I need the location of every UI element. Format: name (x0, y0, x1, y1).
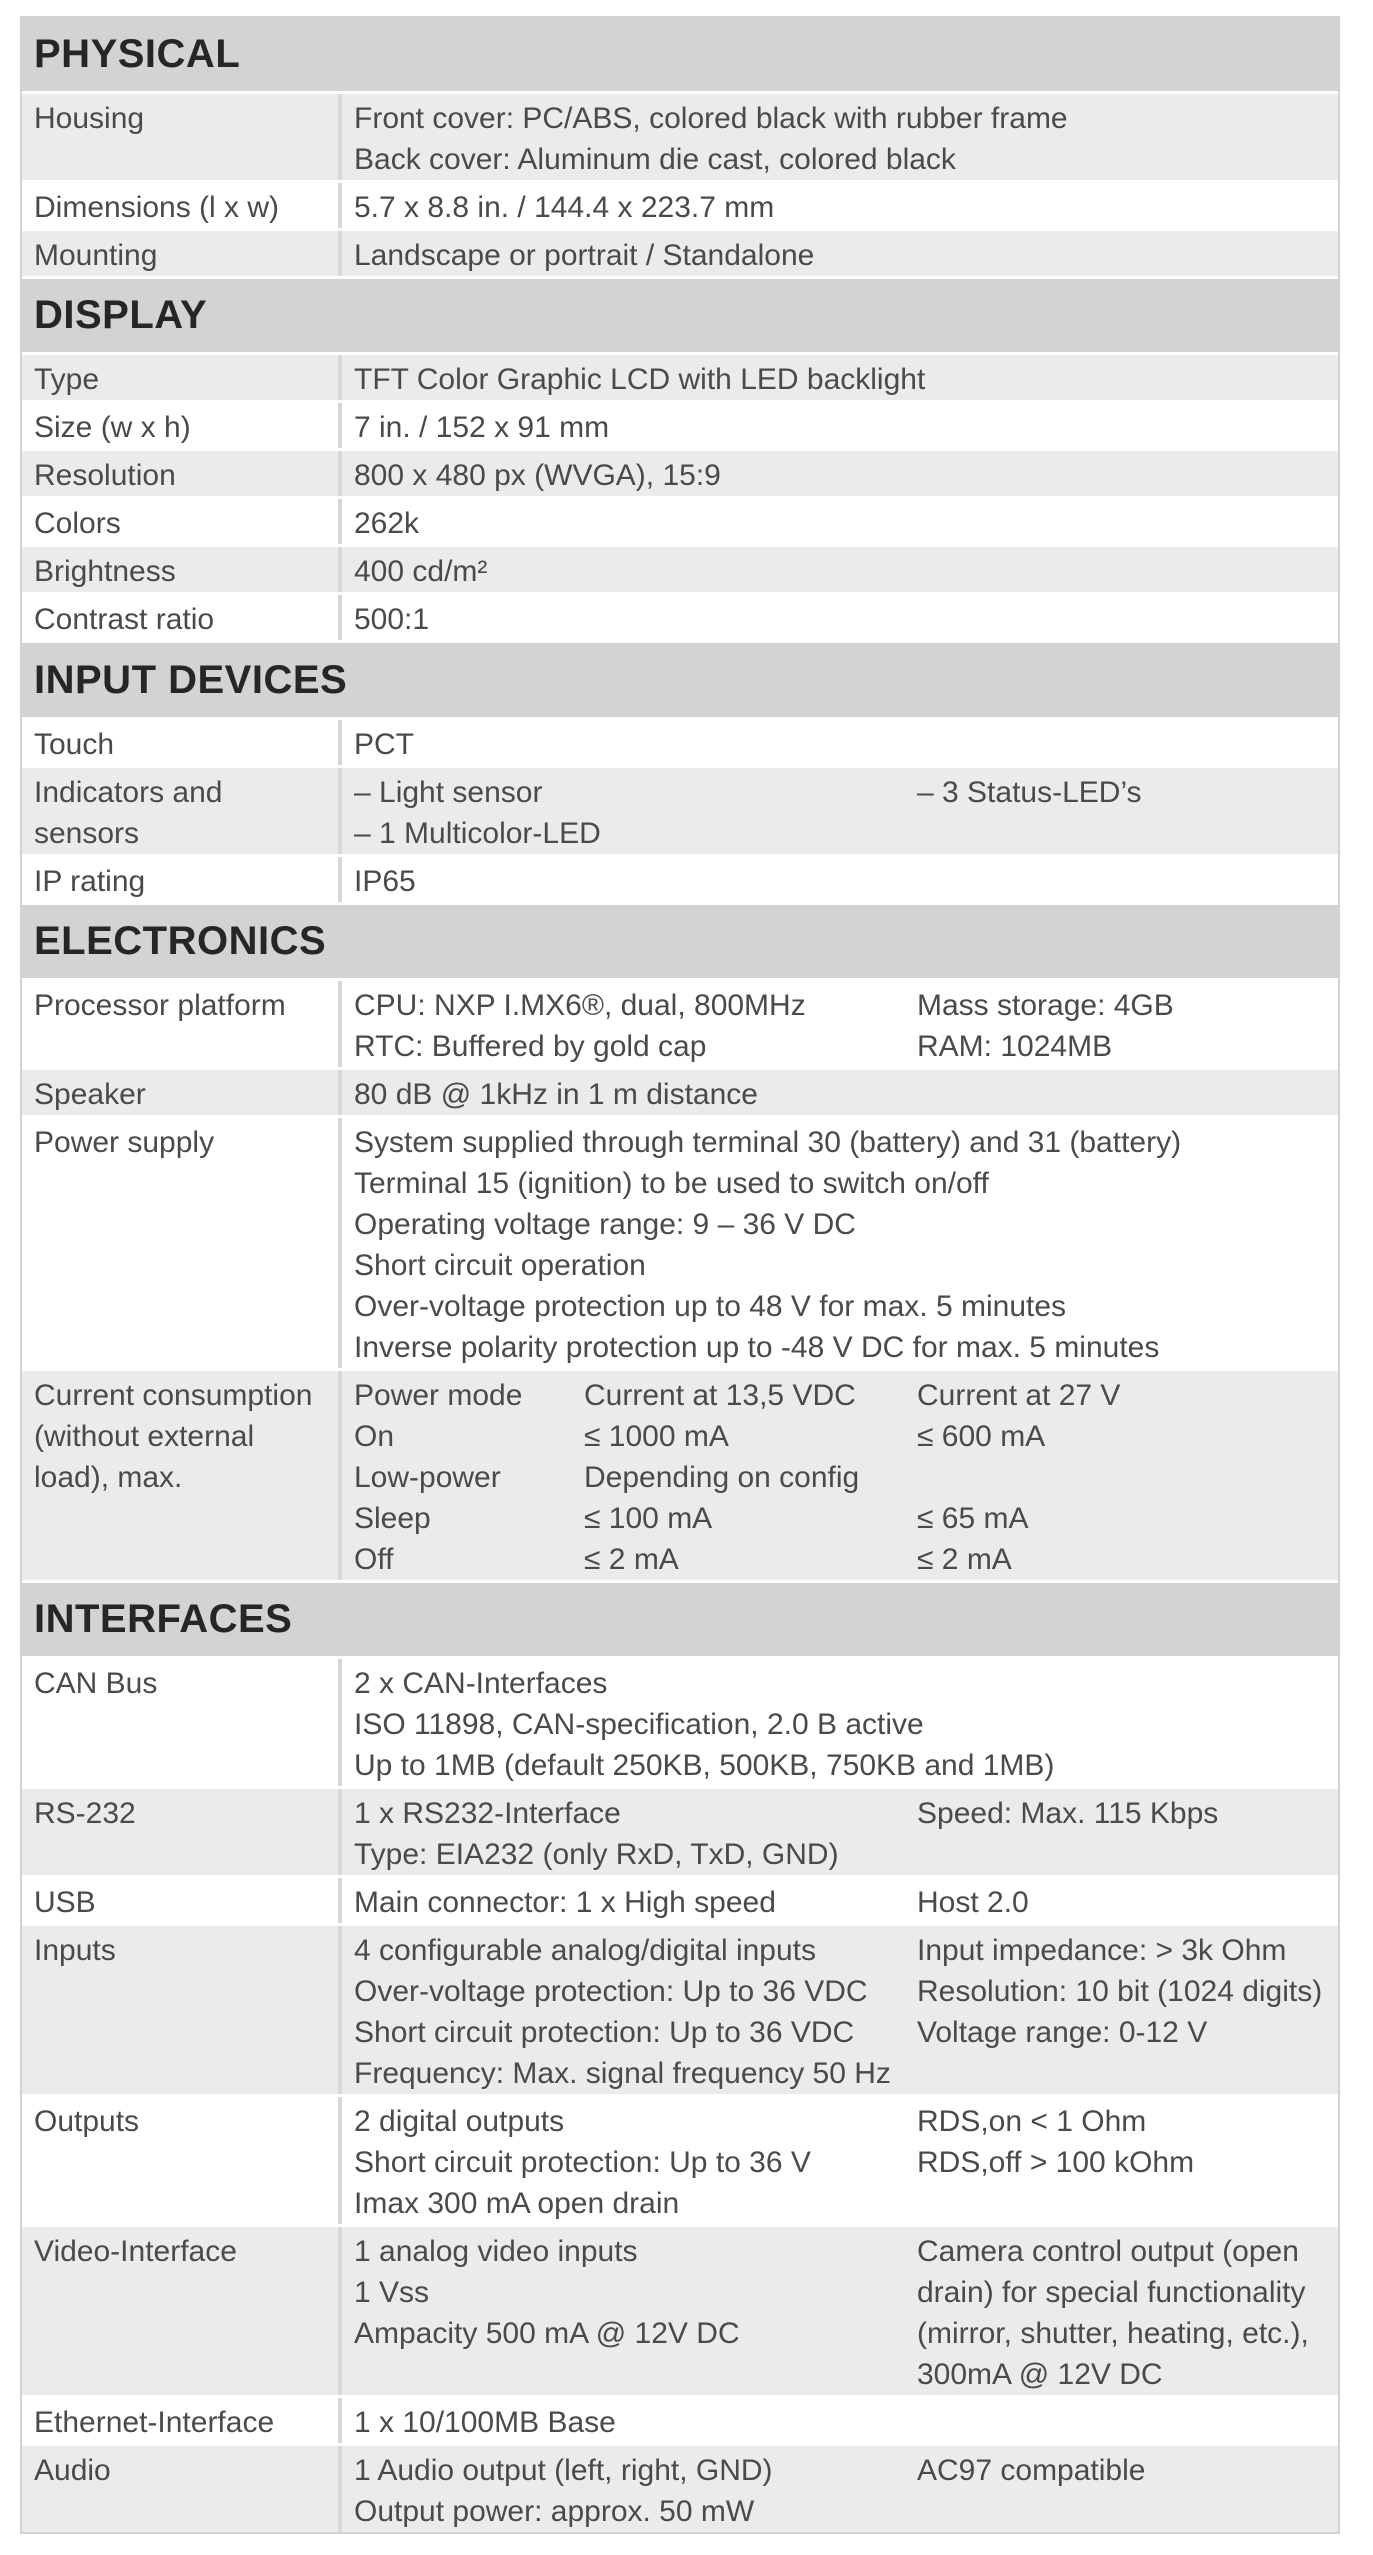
row-label: Mounting (22, 231, 342, 276)
section-header-display: DISPLAY (22, 279, 1338, 355)
row-value: Main connector: 1 x High speed Host 2.0 (354, 1886, 1029, 1920)
spec-row-ethernet (22, 2398, 1338, 2446)
spec-row-current-consumption (22, 1371, 1338, 1583)
row-value: CPU: NXP I.MX6®, dual, 800MHz RTC: Buffered by gold cap Mass storage: 4GB RAM: 1024MB (354, 988, 1174, 1063)
row-label: Touch (22, 720, 342, 765)
row-label: Size (w x h) (22, 403, 342, 448)
row-value: 1 Audio output (left, right, GND) Output power: approx. 50 mW AC97 compatible (354, 2454, 1146, 2529)
row-label: Indicators and sensors (22, 768, 342, 854)
row-label: RS-232 (22, 1789, 342, 1875)
row-label: Inputs (22, 1926, 342, 2094)
spec-row-brightness (22, 547, 1338, 595)
row-label: Type (22, 355, 342, 400)
row-value: 500:1 (354, 603, 430, 637)
row-value: 800 x 480 px (WVGA), 15:9 (354, 459, 721, 493)
spec-row-resolution (22, 451, 1338, 499)
section-header-electronics: ELECTRONICS (22, 905, 1338, 981)
row-value: 2 x CAN-Interfaces ISO 11898, CAN-specification, 2.0 B active Up to 1MB (default 250KB, 500KB, 750KB and 1MB) (354, 1667, 1055, 1783)
row-value: IP65 (354, 864, 416, 898)
row-label: Current consumption (without external load), max. (22, 1371, 342, 1580)
spec-row-ip-rating (22, 857, 1338, 905)
row-label: USB (22, 1878, 342, 1923)
row-value: 5.7 x 8.8 in. / 144.4 x 223.7 mm (354, 191, 775, 225)
row-value: 4 configurable analog/digital inputs Over-voltage protection: Up to 36 VDC Short circuit protection: Up to 36 VDC Frequency: Max. signal frequency 50 Hz Input impedance: > 3k Ohm Resolution: 10 bit (1024 digits) Voltage range: 0-12 V (354, 1934, 1323, 2091)
row-label: Processor platform (22, 981, 342, 1067)
spec-row-type (22, 355, 1338, 403)
row-label: Speaker (22, 1070, 342, 1115)
row-value: System supplied through terminal 30 (battery) and 31 (battery) Terminal 15 (ignition) to be used to switch on/off Operating voltage range: 9 – 36 V DC Short circuit operation Over-voltage protection up to 48 V for max. 5 minutes Inverse polarity protection up to -48 V DC for max. 5 minutes (354, 1125, 1182, 1364)
spec-row-power-supply (22, 1118, 1338, 1371)
spec-row-audio (22, 2446, 1338, 2532)
spec-row-rs232 (22, 1789, 1338, 1878)
spec-row-size (22, 403, 1338, 451)
row-value: 262k (354, 507, 420, 541)
spec-row-dimensions (22, 183, 1338, 231)
row-label: Housing (22, 94, 342, 180)
row-label: Outputs (22, 2097, 342, 2224)
section-header-interfaces: INTERFACES (22, 1583, 1338, 1659)
row-value: – Light sensor – 1 Multicolor-LED – 3 Status-LED’s (354, 775, 1142, 850)
spec-row-colors (22, 499, 1338, 547)
row-value: 400 cd/m² (354, 555, 488, 589)
spec-row-speaker (22, 1070, 1338, 1118)
spec-row-contrast-ratio (22, 595, 1338, 643)
spec-row-mounting (22, 231, 1338, 279)
spec-row-processor (22, 981, 1338, 1070)
row-value: 80 dB @ 1kHz in 1 m distance (354, 1077, 758, 1111)
row-value: TFT Color Graphic LCD with LED backlight (354, 363, 926, 397)
row-value: 2 digital outputs Short circuit protection: Up to 36 V Imax 300 mA open drain RDS,on < 1 Ohm RDS,off > 100 kOhm (354, 2105, 1195, 2221)
spec-row-indicators (22, 768, 1338, 857)
row-value: 7 in. / 152 x 91 mm (354, 411, 610, 445)
row-value: Front cover: PC/ABS, colored black with rubber frame Back cover: Aluminum die cast, colored black (354, 102, 1068, 177)
section-header-input-devices: INPUT DEVICES (22, 643, 1338, 719)
row-value: PCT (354, 727, 414, 761)
spec-row-outputs (22, 2097, 1338, 2227)
spec-sheet (20, 16, 1340, 2534)
row-label: IP rating (22, 857, 342, 902)
row-label: Brightness (22, 547, 342, 592)
row-label: Colors (22, 499, 342, 544)
row-label: Video-Interface (22, 2227, 342, 2395)
row-label: Audio (22, 2446, 342, 2532)
row-label: Dimensions (l x w) (22, 183, 342, 228)
row-label: Ethernet-Interface (22, 2398, 342, 2443)
row-value: Landscape or portrait / Standalone (354, 239, 815, 273)
spec-row-touch (22, 720, 1338, 768)
spec-row-housing (22, 94, 1338, 183)
row-value: 1 x RS232-Interface Type: EIA232 (only RxD, TxD, GND) Speed: Max. 115 Kbps (354, 1797, 1219, 1872)
section-header-physical: PHYSICAL (22, 18, 1338, 94)
spec-row-can-bus (22, 1659, 1338, 1789)
spec-row-inputs (22, 1926, 1338, 2097)
row-label: CAN Bus (22, 1659, 342, 1786)
row-value: 1 analog video inputs 1 Vss Ampacity 500 mA @ 12V DC Camera control output (open drain) for special functionality (mirror, shutter, heating, etc.), 300mA @ 12V DC (354, 2235, 1309, 2392)
row-label: Resolution (22, 451, 342, 496)
row-label: Power supply (22, 1118, 342, 1368)
row-value: 1 x 10/100MB Base (354, 2406, 616, 2440)
spec-row-video-interface (22, 2227, 1338, 2398)
spec-row-usb (22, 1878, 1338, 1926)
row-value: Power mode On Low-power Sleep Off Current at 13,5 VDC ≤ 1000 mA Depending on config ≤ 100 mA ≤ 2 mA Current at 27 V ≤ 600 mA ≤ 65 mA ≤ 2 mA (354, 1378, 1121, 1576)
row-label: Contrast ratio (22, 595, 342, 640)
